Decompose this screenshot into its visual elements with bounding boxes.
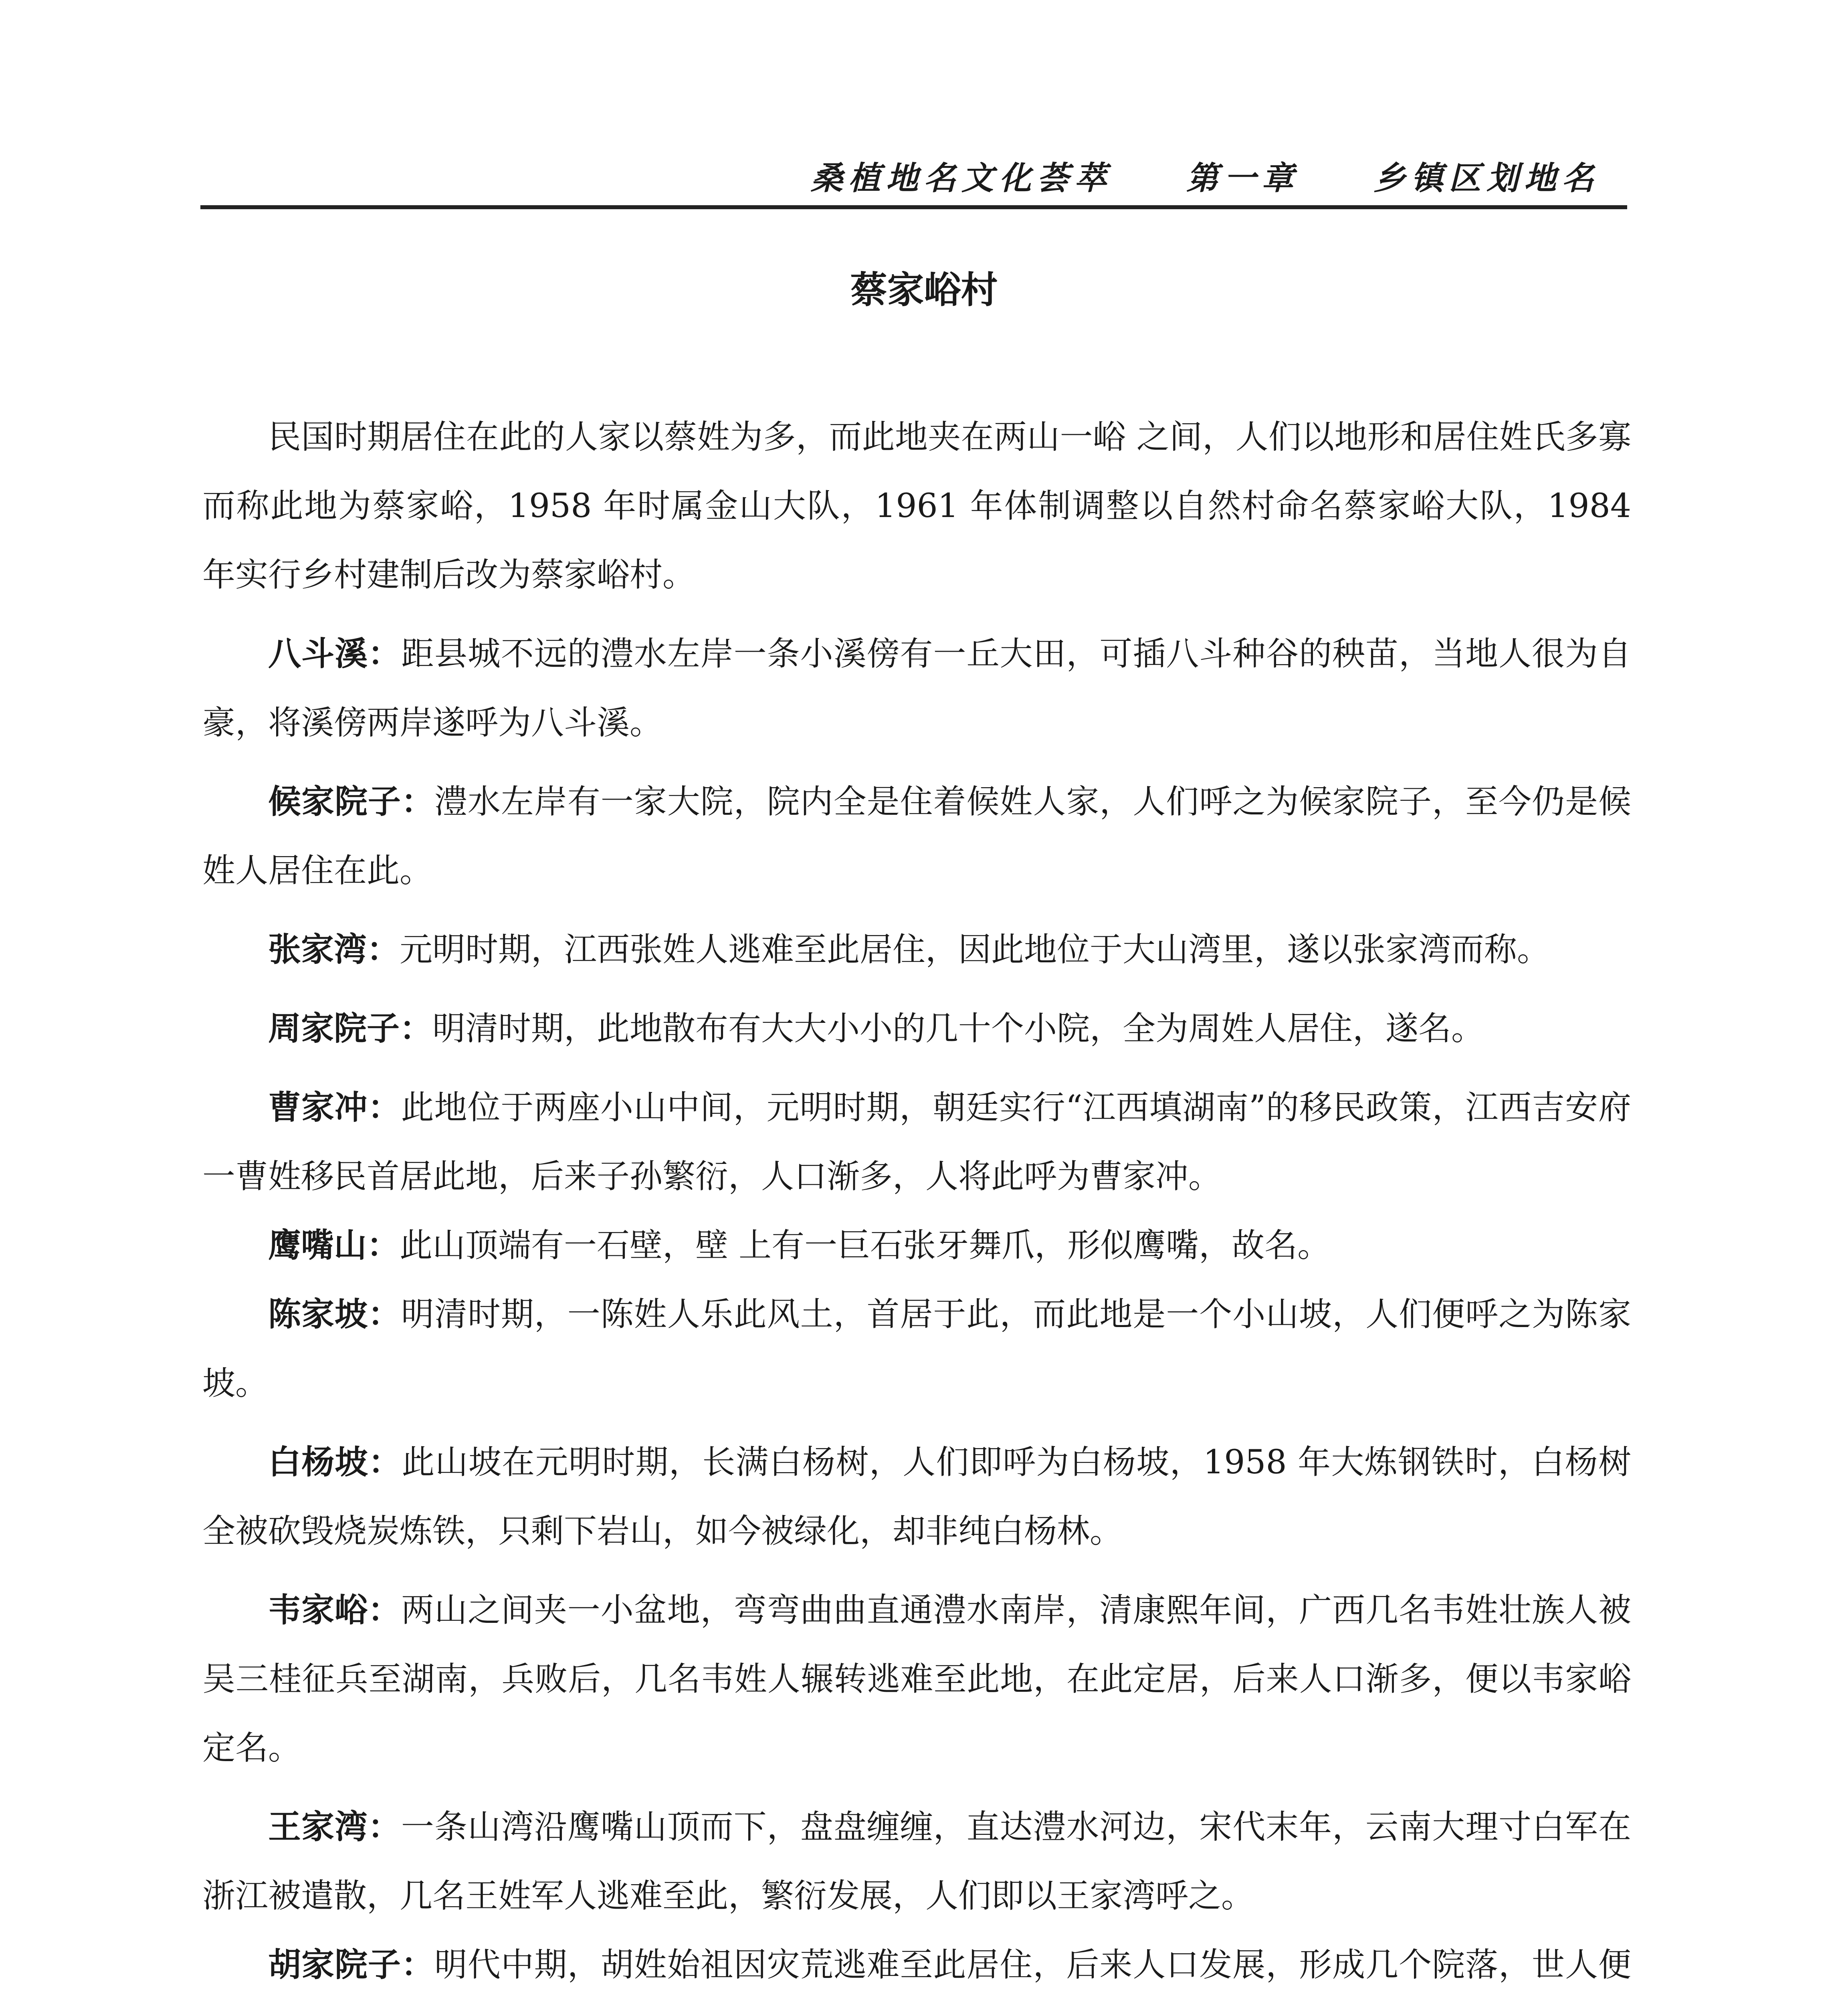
entry-term: 王家湾： — [268, 1808, 401, 1846]
entry-paragraph — [202, 1073, 1631, 1211]
entry-text: 明清时期，此地散布有大大小小的几十个小院，全为周姓人居住，遂名。 — [432, 1010, 1484, 1048]
entry-text: 澧水左岸有一家大院，院内全是住着候姓人家，人们呼之为候家院子，至今仍是候姓人居住在此。 — [202, 783, 1631, 890]
header-book-title: 桑植地名文化荟萃 — [811, 160, 1112, 197]
entry-term: 张家湾： — [268, 931, 400, 969]
entry-text: 元明时期，江西张姓人逃难至此居住，因此地位于大山湾里，遂以张家湾而称。 — [400, 931, 1550, 969]
entry-paragraph — [202, 1428, 1631, 1566]
entry-term: 胡家院子： — [268, 1946, 434, 1984]
entry-text: 明清时期，一陈姓人乐此风土，首居于此，而此地是一个小山坡，人们便呼之为陈家坡。 — [202, 1295, 1631, 1402]
header-section: 乡镇区划地名 — [1373, 160, 1600, 197]
entry-text: 一条山湾沿鹰嘴山顶而下，盘盘缠缠，直达澧水河边，宋代末年，云南大理寸白军在浙江被遣散，几名王姓军人逃难至此，繁衍发展，人们即以王家湾呼之。 — [202, 1808, 1631, 1915]
intro-paragraph: 民国时期居住在此的人家以蔡姓为多，而此地夹在两山一峪 之间，人们以地形和居住姓氏多寡而称此地为蔡家峪，1958 年时属金山大队，1961 年体制调整以自然村命名蔡家峪大队，1984 年实行乡村建制后改为蔡家峪村。 — [202, 418, 1631, 594]
entry-paragraph — [202, 994, 1631, 1063]
entry-term: 八斗溪： — [268, 635, 401, 673]
entry-paragraph — [202, 1211, 1631, 1280]
entry-text: 距县城不远的澧水左岸一条小溪傍有一丘大田，可插八斗种谷的秧苗，当地人很为自豪，将溪傍两岸遂呼为八斗溪。 — [202, 635, 1631, 742]
header-chapter: 第一章 — [1186, 160, 1299, 197]
entry-text: 此山顶端有一石壁，壁 上有一巨石张牙舞爪，形似鹰嘴，故名。 — [400, 1226, 1331, 1265]
article-title: 蔡家峪村 — [850, 269, 998, 311]
entry-paragraph — [202, 768, 1631, 905]
entry-term: 候家院子： — [268, 783, 434, 821]
entry-term: 陈家坡： — [268, 1295, 401, 1333]
entry-term: 韦家峪： — [268, 1591, 401, 1629]
entry-paragraph — [202, 1576, 1631, 1783]
entry-paragraph — [202, 620, 1631, 758]
entry-text: 两山之间夹一小盆地，弯弯曲曲直通澧水南岸，清康熙年间，广西几名韦姓壮族人被吴三桂征兵至湖南，兵败后，几名韦姓人辗转逃难至此地，在此定居，后来人口渐多，便以韦家峪定名。 — [202, 1591, 1631, 1767]
header-rule — [200, 205, 1627, 209]
article-body — [202, 403, 1631, 2004]
entry-paragraph — [202, 1793, 1631, 1931]
entry-term: 鹰嘴山： — [268, 1226, 400, 1265]
entry-text: 明代中期，胡姓始祖因灾荒逃难至此居住，后来人口发展，形成几个院落，世人便 — [434, 1946, 1631, 1984]
entry-paragraph — [202, 1931, 1631, 2004]
entry-text: 此山坡在元明时期，长满白杨树，人们即呼为白杨坡，1958 年大炼钢铁时，白杨树全被砍毁烧炭炼铁，只剩下岩山，如今被绿化，却非纯白杨林。 — [202, 1443, 1631, 1550]
entry-text: 此地位于两座小山中间，元明时期，朝廷实行“江西填湖南”的移民政策，江西吉安府一曹姓移民首居此地，后来子孙繁衍，人口渐多，人将此呼为曹家冲。 — [202, 1089, 1631, 1196]
running-header — [811, 152, 1600, 198]
entry-paragraph — [202, 915, 1631, 984]
entry-term: 周家院子： — [268, 1010, 433, 1048]
entry-term: 白杨坡： — [268, 1443, 402, 1481]
entry-paragraph — [202, 1280, 1631, 1418]
entry-term: 曹家冲： — [268, 1089, 401, 1127]
